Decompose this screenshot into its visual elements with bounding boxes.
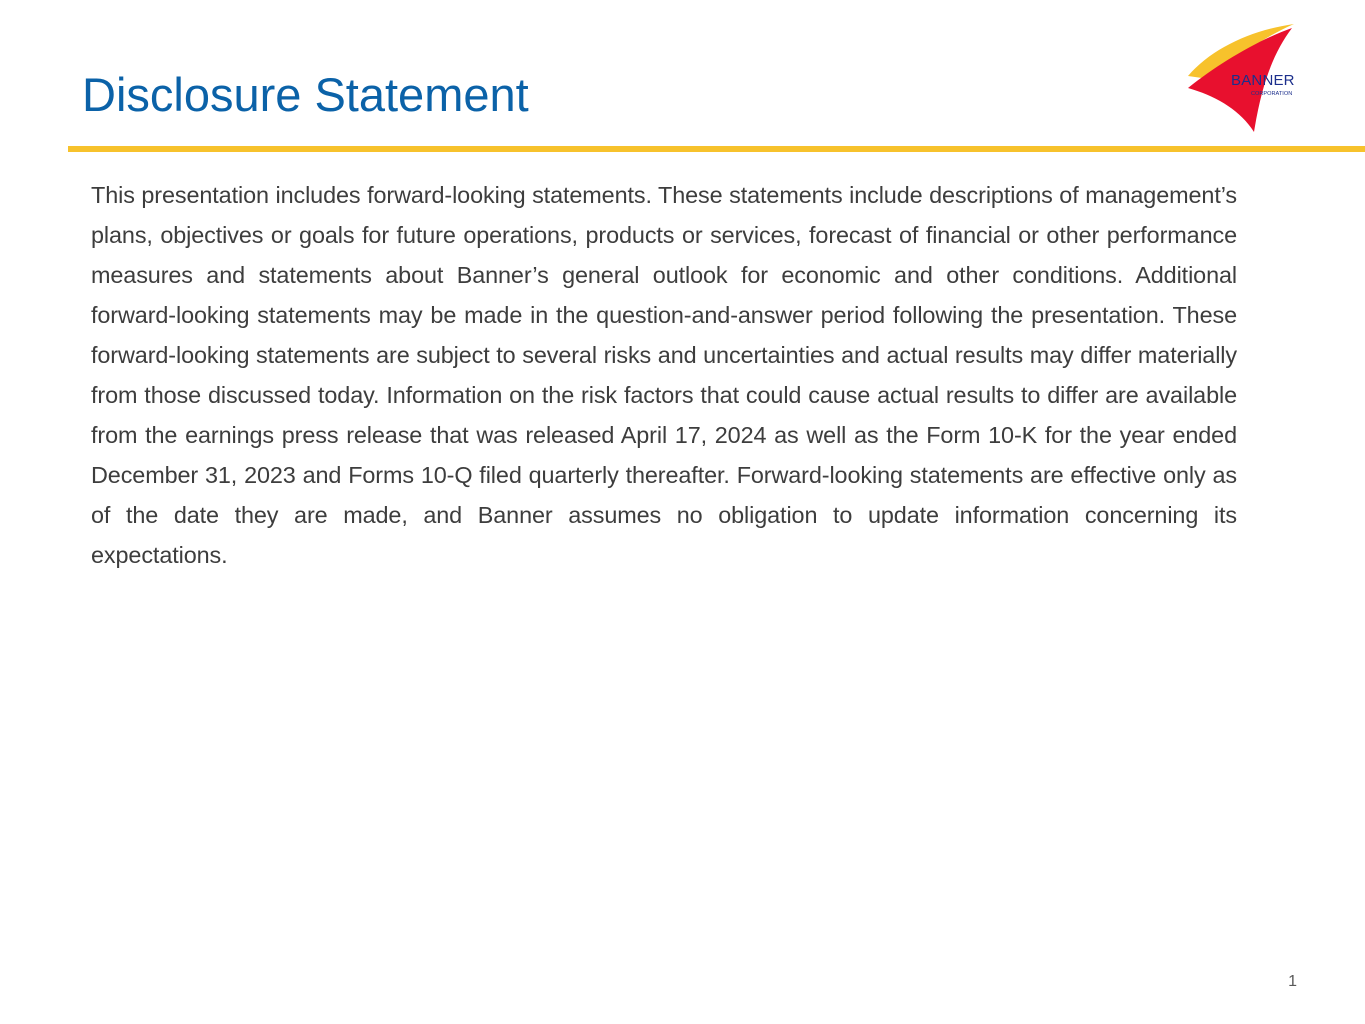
company-logo — [1182, 20, 1316, 136]
logo-name-text: BANNER — [1231, 72, 1295, 89]
page-title: Disclosure Statement — [82, 68, 529, 121]
page-number: 1 — [1288, 973, 1297, 990]
title-divider — [68, 146, 1365, 152]
banner-sail-logo-icon — [1182, 20, 1316, 136]
disclosure-paragraph: This presentation includes forward-looking statements. These statements include descriptions of management’s plans, objectives or goals for future operations, products or services, forecast of financial or other performance measures and statements about Banner’s general outlook for economic and other conditions. Additional forward-looking statements may be made in the question-and-answer period following the presentation. These forward-looking statements are subject to several risks and uncertainties and actual results may differ materially from those discussed today. Information on the risk factors that could cause actual results to differ are available from the earnings press release that was released April 17, 2024 as well as the Form 10-K for the year ended December 31, 2023 and Forms 10-Q filed quarterly thereafter. Forward-looking statements are effective only as of the date they are made, and Banner assumes no obligation to update information concerning its expectations. — [91, 182, 1237, 568]
logo-subtitle-text: CORPORATION — [1251, 91, 1293, 97]
